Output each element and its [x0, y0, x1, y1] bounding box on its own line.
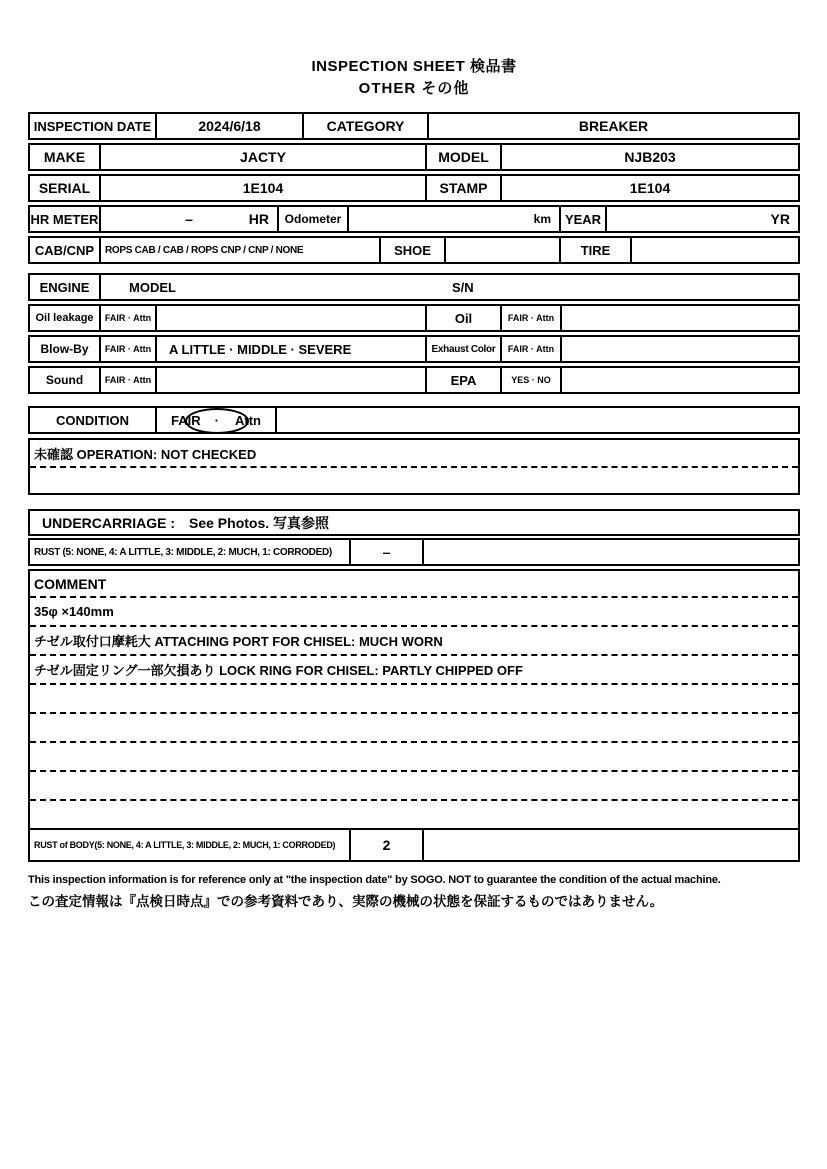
rust-value: –	[349, 540, 422, 564]
engine-section-label: ENGINE	[39, 279, 90, 295]
comment-line	[30, 683, 798, 712]
condition-attn-label: Attn	[234, 412, 261, 428]
engine-model-label: MODEL	[129, 279, 176, 295]
row-rust-of-body	[30, 828, 798, 860]
comment-line: チゼル取付口摩耗大 ATTACHING PORT FOR CHISEL: MUCH WORN	[30, 625, 798, 654]
row-rust	[28, 538, 800, 566]
year-label: YEAR	[559, 207, 605, 231]
comment-line	[30, 741, 798, 770]
row-cab-cnp	[28, 236, 800, 264]
blow-by-rating: FAIR · Attn	[99, 337, 155, 361]
make-label: MAKE	[43, 149, 86, 165]
model-value: NJB203	[500, 145, 798, 169]
model-label: MODEL	[425, 145, 500, 169]
comment-line	[30, 712, 798, 741]
exhaust-color-value	[560, 337, 798, 361]
row-blow-by	[28, 335, 800, 363]
rust-blank	[422, 540, 798, 564]
blow-by-label: Blow-By	[40, 342, 89, 356]
hr-meter-cell	[99, 207, 277, 231]
stamp-label: STAMP	[425, 176, 500, 200]
comment-line	[30, 799, 798, 828]
cab-cnp-options: ROPS CAB / CAB / ROPS CNP / CNP / NONE	[99, 238, 379, 262]
shoe-value	[444, 238, 559, 262]
stamp-value: 1E104	[500, 176, 798, 200]
year-cell	[605, 207, 798, 231]
odometer-cell	[347, 207, 559, 231]
epa-label: EPA	[425, 368, 500, 392]
see-photos-label: See Photos. 写真参照	[189, 514, 330, 531]
row-make	[28, 143, 800, 171]
page-subtitle: OTHER その他	[358, 80, 470, 97]
tire-label: TIRE	[559, 238, 630, 262]
shoe-label: SHOE	[379, 238, 444, 262]
odometer-label: Odometer	[277, 207, 347, 231]
row-hr-meter	[28, 205, 800, 233]
row-engine-header	[28, 273, 800, 301]
comment-line	[30, 770, 798, 799]
hr-meter-value: –	[185, 211, 193, 227]
sheet	[28, 0, 800, 910]
year-unit: YR	[770, 211, 790, 227]
serial-label: SERIAL	[38, 180, 91, 196]
rust-label: RUST (5: NONE, 4: A LITTLE, 3: MIDDLE, 2: MUCH, 1: CORRODED)	[34, 546, 332, 558]
page-title: INSPECTION SHEET 検品書	[311, 58, 517, 75]
condition-note-box	[28, 438, 800, 495]
oil-value	[560, 306, 798, 330]
row-inspection-date	[28, 112, 800, 140]
serial-value: 1E104	[99, 176, 425, 200]
row-serial	[28, 174, 800, 202]
undercarriage-label: UNDERCARRIAGE :	[42, 514, 175, 531]
disclaimer-en: This inspection information is for reference only at "the inspection date" by SOGO. NOT to guarantee the condition of the actual machine.	[28, 874, 721, 886]
cab-cnp-label: CAB/CNP	[34, 242, 95, 258]
category-value: BREAKER	[427, 114, 798, 138]
exhaust-color-label: Exhaust Color	[425, 337, 500, 361]
condition-note: 未確認 OPERATION: NOT CHECKED	[30, 440, 798, 468]
oil-label: Oil	[425, 306, 500, 330]
hr-unit: HR	[248, 211, 269, 227]
selection-ellipse	[185, 408, 249, 432]
row-sound	[28, 366, 800, 394]
comment-line: チゼル固定リング一部欠損あり LOCK RING FOR CHISEL: PARTLY CHIPPED OFF	[30, 654, 798, 683]
rust-body-label: RUST of BODY(5: NONE, 4: A LITTLE, 3: MIDDLE, 2: MUCH, 1: CORRODED)	[34, 840, 336, 850]
rust-body-blank	[422, 830, 798, 860]
comment-label: COMMENT	[34, 575, 107, 592]
engine-model-sn-cell	[99, 275, 798, 299]
inspection-date-value: 2024/6/18	[155, 114, 302, 138]
footer	[28, 874, 800, 910]
oil-leakage-content	[155, 306, 425, 330]
condition-fair-label: FAIR	[171, 412, 201, 428]
disclaimer-ja: この査定情報は『点検日時点』での参考資料であり、実際の機械の状態を保証するものではありません。	[28, 894, 664, 909]
tire-value	[630, 238, 798, 262]
row-condition-header	[28, 406, 800, 434]
title-block	[28, 56, 800, 100]
oil-leakage-rating: FAIR · Attn	[99, 306, 155, 330]
oil-rating: FAIR · Attn	[500, 306, 560, 330]
exhaust-color-rating: FAIR · Attn	[500, 337, 560, 361]
condition-label: CONDITION	[56, 412, 129, 428]
sound-rating: FAIR · Attn	[99, 368, 155, 392]
blow-by-content: A LITTLE · MIDDLE · SEVERE	[155, 337, 425, 361]
comment-box	[28, 569, 800, 862]
hr-meter-label: HR METER	[30, 211, 99, 227]
epa-rating: YES · NO	[500, 368, 560, 392]
condition-dot: ·	[214, 412, 219, 428]
inspection-date-label: INSPECTION DATE	[33, 118, 152, 134]
oil-leakage-label: Oil leakage	[35, 312, 94, 324]
odometer-unit: km	[533, 212, 551, 226]
make-value: JACTY	[99, 145, 425, 169]
condition-header-blank	[275, 408, 798, 432]
undercarriage-header	[28, 509, 800, 536]
engine-sn-label: S/N	[452, 279, 474, 295]
comment-line: 35φ ×140mm	[30, 596, 798, 625]
row-oil-leakage	[28, 304, 800, 332]
epa-value	[560, 368, 798, 392]
rust-body-value: 2	[349, 830, 422, 860]
sound-content	[155, 368, 425, 392]
sound-label: Sound	[45, 373, 84, 387]
condition-rating-cell	[155, 408, 275, 432]
category-label: CATEGORY	[302, 114, 427, 138]
